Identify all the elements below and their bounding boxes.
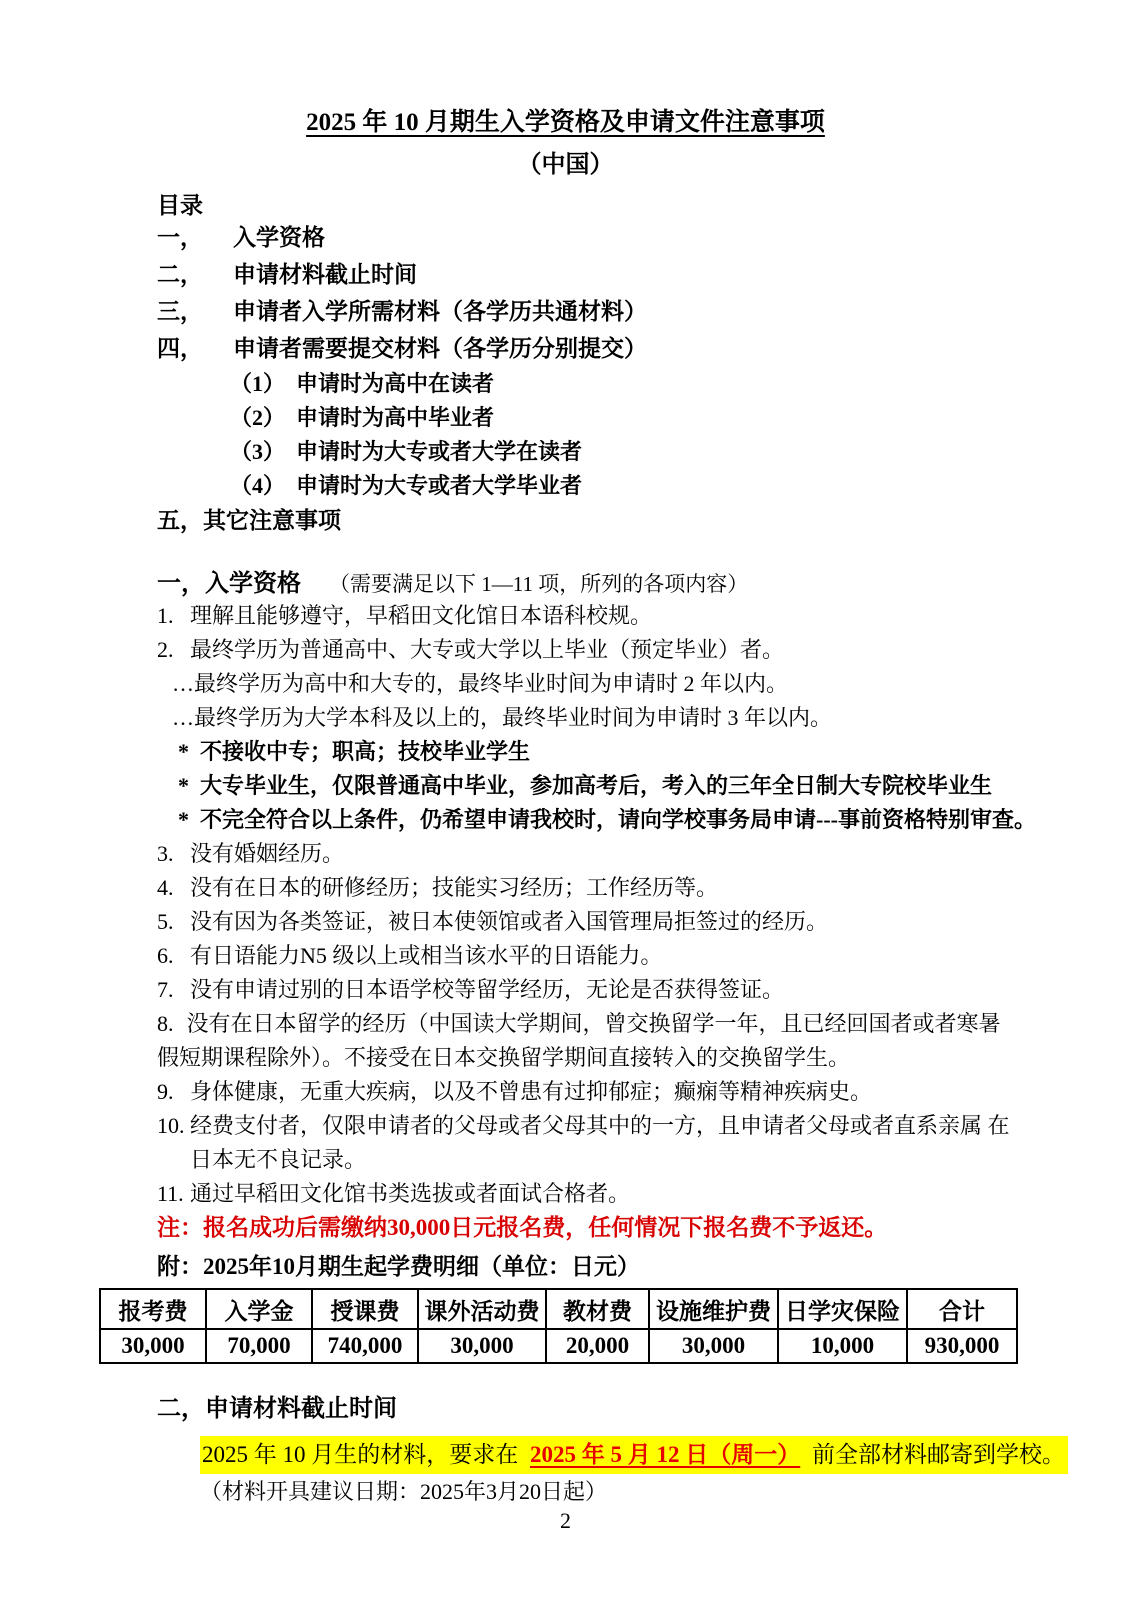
item-text: 没有在日本的研修经历；技能实习经历；工作经历等。 bbox=[190, 875, 719, 900]
item-text: 大专毕业生，仅限普通高中毕业，参加高考后，考入的三年全日制大专院校毕业生 bbox=[200, 773, 993, 798]
toc-item-number: 二， bbox=[157, 262, 203, 287]
toc-item-label: 申请者入学所需材料（各学历共通材料） bbox=[233, 299, 647, 324]
qualification-item bbox=[157, 769, 1015, 803]
deadline-suffix: 前全部材料邮寄到学校。 bbox=[812, 1442, 1065, 1467]
item-marker: 9. bbox=[157, 1079, 174, 1104]
qualification-item bbox=[157, 1007, 1015, 1075]
fee-value-cell: 740,000 bbox=[312, 1329, 418, 1363]
section2 bbox=[157, 1392, 1065, 1508]
toc-item bbox=[157, 291, 1015, 328]
section1-heading bbox=[157, 563, 1015, 597]
item-text: 有日语能力N5 级以上或相当该水平的日语能力。 bbox=[190, 943, 663, 968]
item-text: 最终学历为普通高中、大专或大学以上毕业（预定毕业）者。 bbox=[190, 637, 785, 662]
toc-item-number: 四， bbox=[157, 336, 203, 361]
fee-value-cell: 30,000 bbox=[418, 1329, 546, 1363]
toc-sub-item bbox=[230, 433, 1015, 467]
registration-fee-note: 注：报名成功后需缴纳30,000日元报名费，任何情况下报名费不予返还。 bbox=[157, 1215, 888, 1240]
qualification-item bbox=[157, 871, 1015, 905]
fee-header-cell: 报考费 bbox=[100, 1289, 206, 1329]
fee-header-cell: 授课费 bbox=[312, 1289, 418, 1329]
toc-item-number: 一， bbox=[157, 225, 203, 250]
toc-item bbox=[157, 254, 1015, 291]
qualification-item bbox=[157, 701, 1015, 735]
toc-sub-item bbox=[230, 365, 1015, 399]
toc-sub-item-label: 申请时为高中毕业者 bbox=[296, 404, 495, 430]
toc-sub-item-label: 申请时为高中在读者 bbox=[296, 370, 495, 396]
item-text: 没有因为各类签证，被日本使领馆或者入国管理局拒签过的经历。 bbox=[190, 909, 829, 934]
item-text: 不接收中专；职高；技校毕业学生 bbox=[200, 739, 531, 764]
toc-sub-item bbox=[230, 467, 1015, 501]
qualification-list bbox=[157, 599, 1036, 1211]
toc-sub-item-number: （1） bbox=[230, 370, 286, 396]
item-marker: * bbox=[178, 807, 189, 832]
section1-heading-note: （需要满足以下 1—11 项，所列的各项内容） bbox=[329, 572, 749, 596]
fee-table bbox=[99, 1288, 1018, 1364]
item-marker: 11. bbox=[157, 1181, 184, 1206]
document-title-text: 2025 年 10 月期生入学资格及申请文件注意事项 bbox=[306, 109, 825, 136]
toc-sub-item-number: （4） bbox=[230, 472, 286, 498]
toc-item bbox=[157, 328, 1015, 365]
item-text: 不完全符合以上条件，仍希望申请我校时，请向学校事务局申请---事前资格特别审查。 bbox=[200, 807, 1036, 832]
item-marker: * bbox=[178, 739, 189, 764]
toc-heading: 目录 bbox=[157, 193, 203, 218]
item-text: …最终学历为大学本科及以上的，最终毕业时间为申请时 3 年以内。 bbox=[172, 705, 833, 730]
qualification-item bbox=[157, 939, 1015, 973]
toc-item-5: 五，其它注意事项 bbox=[157, 507, 341, 533]
item-text: 通过早稻田文化馆书类选拔或者面试合格者。 bbox=[190, 1181, 631, 1206]
item-marker: 3. bbox=[157, 841, 174, 866]
qualification-item bbox=[157, 599, 1015, 633]
toc-sub-item-number: （2） bbox=[230, 404, 286, 430]
qualification-item bbox=[157, 905, 1015, 939]
toc-item-label: 入学资格 bbox=[233, 225, 325, 250]
section1-heading-text: 一，入学资格 bbox=[157, 571, 301, 597]
document-body bbox=[157, 187, 1036, 1283]
qualification-item bbox=[157, 803, 1036, 837]
fee-header-cell: 设施维护费 bbox=[649, 1289, 778, 1329]
item-text: 经费支付者，仅限申请者的父母或者父母其中的一方，且申请者父母或者直系亲属 在日本无不良记录。 bbox=[190, 1113, 1010, 1172]
page-number: 2 bbox=[560, 1508, 571, 1533]
deadline-line bbox=[200, 1436, 1065, 1474]
qualification-item bbox=[157, 633, 1015, 667]
document-title bbox=[0, 0, 1131, 138]
item-marker: 8. bbox=[157, 1011, 174, 1036]
item-marker: 7. bbox=[157, 977, 174, 1002]
fee-header-cell: 课外活动费 bbox=[418, 1289, 546, 1329]
fee-header-cell: 合计 bbox=[907, 1289, 1017, 1329]
item-marker: 2. bbox=[157, 637, 174, 662]
qualification-item bbox=[157, 1109, 1015, 1177]
fee-value-cell: 20,000 bbox=[546, 1329, 649, 1363]
item-marker: 10. bbox=[157, 1113, 185, 1138]
deadline-highlight bbox=[200, 1436, 1068, 1474]
fee-header-cell: 教材费 bbox=[546, 1289, 649, 1329]
toc-item bbox=[157, 217, 1015, 254]
qualification-item bbox=[157, 837, 1015, 871]
item-text: 理解且能够遵守，早稻田文化馆日本语科校规。 bbox=[190, 603, 653, 628]
item-marker: 6. bbox=[157, 943, 174, 968]
section2-heading: 二，申请材料截止时间 bbox=[157, 1396, 397, 1422]
toc-list bbox=[157, 217, 1015, 365]
qualification-item bbox=[157, 973, 1015, 1007]
item-text: 身体健康，无重大疾病，以及不曾患有过抑郁症；癫痫等精神疾病史。 bbox=[190, 1079, 873, 1104]
fee-table-caption: 附：2025年10月期生起学费明细（单位：日元） bbox=[157, 1254, 640, 1279]
fee-value-cell: 30,000 bbox=[100, 1329, 206, 1363]
fee-header-row bbox=[100, 1289, 1017, 1329]
fee-header-cell: 入学金 bbox=[206, 1289, 312, 1329]
toc-sub-item-label: 申请时为大专或者大学在读者 bbox=[296, 438, 583, 464]
fee-value-cell: 930,000 bbox=[907, 1329, 1017, 1363]
toc-item-label: 申请材料截止时间 bbox=[233, 262, 417, 287]
toc-item-number: 三， bbox=[157, 299, 203, 324]
deadline-prefix: 2025 年 10 月生的材料，要求在 bbox=[202, 1442, 519, 1467]
qualification-item bbox=[157, 735, 1015, 769]
qualification-item bbox=[157, 667, 1015, 701]
fee-value-cell: 70,000 bbox=[206, 1329, 312, 1363]
toc-sublist bbox=[157, 365, 1015, 501]
fee-value-cell: 30,000 bbox=[649, 1329, 778, 1363]
item-text: …最终学历为高中和大专的，最终毕业时间为申请时 2 年以内。 bbox=[172, 671, 789, 696]
fee-header-cell: 日学灾保险 bbox=[778, 1289, 907, 1329]
qualification-item bbox=[157, 1177, 1015, 1211]
toc-sub-item-label: 申请时为大专或者大学毕业者 bbox=[296, 472, 583, 498]
document-subtitle: （中国） bbox=[517, 152, 614, 178]
toc-sub-item-number: （3） bbox=[230, 438, 286, 464]
toc-sub-item bbox=[230, 399, 1015, 433]
item-text: 没有申请过别的日本语学校等留学经历，无论是否获得签证。 bbox=[190, 977, 785, 1002]
item-text: 没有婚姻经历。 bbox=[190, 841, 345, 866]
fee-value-row bbox=[100, 1329, 1017, 1363]
item-marker: 5. bbox=[157, 909, 174, 934]
deadline-note: （材料开具建议日期：2025年3月20日起） bbox=[200, 1479, 608, 1504]
item-marker: * bbox=[178, 773, 189, 798]
fee-value-cell: 10,000 bbox=[778, 1329, 907, 1363]
item-text: 没有在日本留学的经历（中国读大学期间，曾交换留学一年，且已经回国者或者寒暑假短期课程除外）。不接受在日本交换留学期间直接转入的交换留学生。 bbox=[157, 1011, 1001, 1070]
toc-item-label: 申请者需要提交材料（各学历分别提交） bbox=[233, 336, 647, 361]
qualification-item bbox=[157, 1075, 1015, 1109]
deadline-date: 2025 年 5 月 12 日（周一） bbox=[530, 1442, 801, 1467]
item-marker: 1. bbox=[157, 603, 174, 628]
item-marker: 4. bbox=[157, 875, 174, 900]
